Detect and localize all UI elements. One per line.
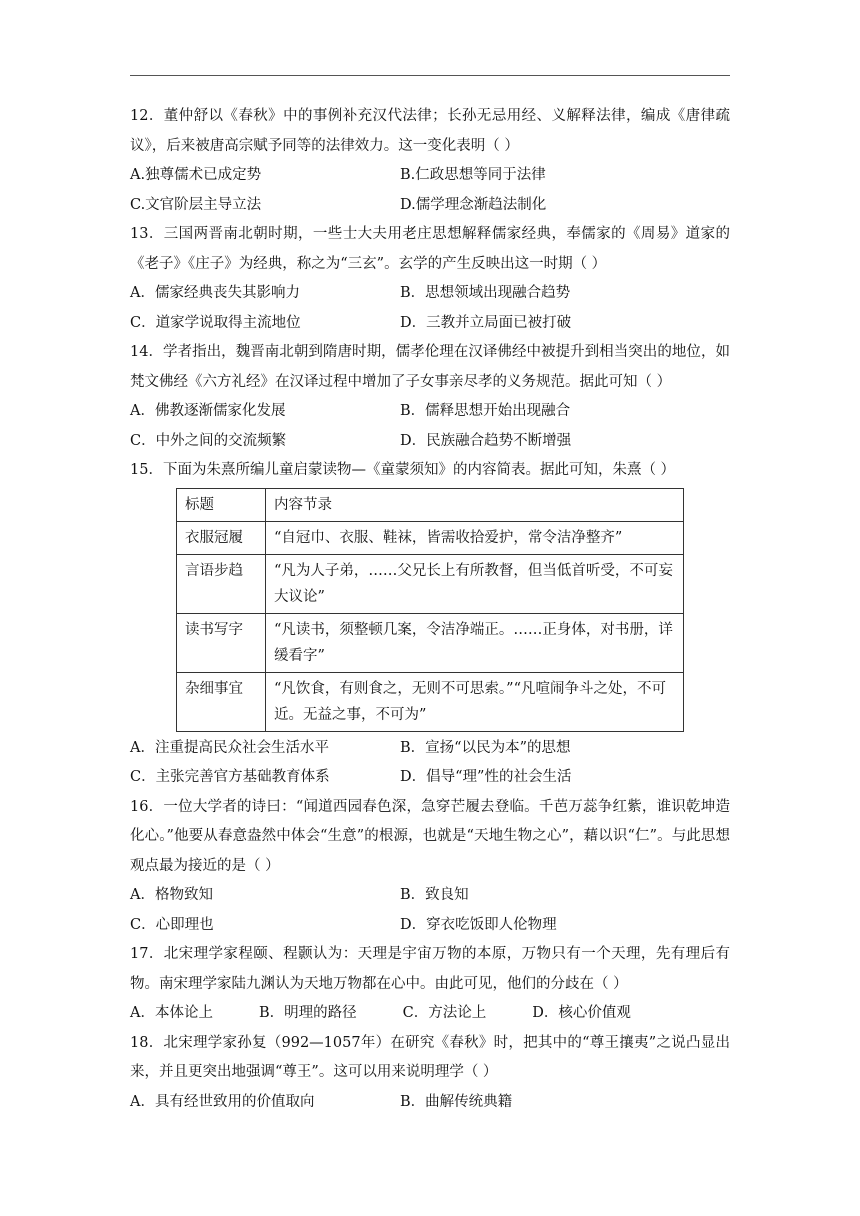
option-d[interactable]: D．民族融合趋势不断增强 — [400, 432, 572, 449]
option-c[interactable]: C．主张完善官方基础教育体系 — [130, 769, 330, 785]
option-c[interactable]: C．心即理也 — [130, 916, 214, 933]
question-stem: 17．北宋理学家程颐、程颢认为：天理是宇宙万物的本原，万物只有一个天理，先有理后有物。南宋理学家陆九渊认为天地万物都在心中。由此可见，他们的分歧在（ ） — [130, 946, 730, 992]
question-16 — [130, 793, 730, 941]
option-a[interactable]: A．佛教逐渐儒家化发展 — [130, 403, 286, 419]
option-c[interactable]: C．方法论上 — [402, 1005, 487, 1021]
table-row — [177, 554, 684, 613]
option-row — [130, 191, 730, 221]
question-15 — [130, 456, 730, 793]
table-cell-title: 衣服冠履 — [177, 521, 266, 554]
table-cell-title: 言语步趋 — [177, 554, 266, 613]
question-17 — [130, 940, 730, 1029]
option-b[interactable]: B．曲解传统典籍 — [400, 1093, 513, 1110]
option-row — [130, 279, 730, 309]
option-d[interactable]: D．核心价值观 — [532, 1005, 631, 1021]
table-cell-title: 读书写字 — [177, 613, 266, 672]
option-row — [130, 161, 730, 191]
option-a[interactable]: A.独尊儒术已成定势 — [130, 167, 262, 183]
option-row — [130, 309, 730, 339]
option-row — [130, 1088, 730, 1118]
option-row — [130, 734, 730, 764]
option-c[interactable]: C．道家学说取得主流地位 — [130, 314, 301, 331]
option-row — [130, 881, 730, 911]
option-row — [130, 427, 730, 457]
document-body — [130, 102, 730, 1117]
table-cell-content: “自冠巾、衣服、鞋袜，皆需收拾爱护，常令洁净整齐” — [266, 521, 684, 554]
option-row — [130, 763, 730, 793]
question-13 — [130, 220, 730, 338]
option-a[interactable]: A．具有经世致用的价值取向 — [130, 1093, 315, 1110]
option-b[interactable]: B．宣扬“以民为本”的思想 — [400, 739, 571, 756]
table-header-cell: 内容节录 — [266, 488, 684, 521]
question-stem: 15．下面为朱熹所编儿童启蒙读物—《童蒙须知》的内容简表。据此可知，朱熹（ ） — [130, 462, 676, 478]
table-cell-content: “凡为人子弟，……父兄长上有所教督，但当低首听受，不可妄大议论” — [266, 554, 684, 613]
option-c[interactable]: C．中外之间的交流频繁 — [130, 432, 287, 449]
option-a[interactable]: A．格物致知 — [130, 887, 213, 903]
option-b[interactable]: B．致良知 — [400, 887, 469, 903]
option-a[interactable]: A．本体论上 — [130, 1005, 213, 1021]
option-d[interactable]: D.儒学理念渐趋法制化 — [400, 196, 547, 213]
option-row — [130, 397, 730, 427]
option-b[interactable]: B．明理的路径 — [258, 1005, 357, 1021]
table-cell-title: 杂细事宜 — [177, 672, 266, 731]
table-header-row — [177, 488, 684, 521]
table-row — [177, 672, 684, 731]
header-rule — [130, 75, 730, 76]
question-12 — [130, 102, 730, 220]
question-stem: 18．北宋理学家孙复（992—1057年）在研究《春秋》时，把其中的“尊王攘夷”之说凸显出来，并且更突出地强调“尊王”。这可以用来说明理学（ ） — [130, 1034, 730, 1080]
table-cell-content: “凡饮食，有则食之，无则不可思索。”“凡喧闹争斗之处，不可近。无益之事，不可为” — [266, 672, 684, 731]
option-d[interactable]: D．三教并立局面已被打破 — [400, 314, 572, 331]
question-stem: 14．学者指出，魏晋南北朝到隋唐时期，儒孝伦理在汉译佛经中被提升到相当突出的地位，如梵文佛经《六方礼经》在汉译过程中增加了子女事亲尽孝的义务规范。据此可知（ ） — [130, 344, 730, 390]
option-a[interactable]: A．儒家经典丧失其影响力 — [130, 285, 300, 301]
option-b[interactable]: B．儒释思想开始出现融合 — [400, 403, 571, 419]
content-table — [176, 488, 684, 732]
question-stem: 16．一位大学者的诗曰：“闻道西园春色深，急穿芒履去登临。千芭万蕊争红紫，谁识乾坤造化心。”他要从春意盎然中体会“生意”的根源，也就是“天地生物之心”，藉以识“仁”。与此思想观点最为接近的是（ ） — [130, 798, 730, 874]
option-b[interactable]: B．思想领域出现融合趋势 — [400, 285, 571, 301]
table-header-cell: 标题 — [177, 488, 266, 521]
table-cell-content: “凡读书，须整顿几案，令洁净端正。……正身体，对书册，详缓看字” — [266, 613, 684, 672]
option-b[interactable]: B.仁政思想等同于法律 — [400, 167, 546, 183]
option-d[interactable]: D．穿衣吃饭即人伦物理 — [400, 916, 557, 933]
option-d[interactable]: D．倡导“理”性的社会生活 — [400, 769, 572, 785]
question-stem: 12．董仲舒以《春秋》中的事例补充汉代法律；长孙无忌用经、义解释法律，编成《唐律疏议》，后来被唐高宗赋予同等的法律效力。这一变化表明（ ） — [130, 108, 730, 154]
question-stem: 13．三国两晋南北朝时期，一些士大夫用老庄思想解释儒家经典，奉儒家的《周易》道家的《老子》《庄子》为经典，称之为“三玄”。玄学的产生反映出这一时期（ ） — [130, 226, 730, 272]
option-row — [130, 911, 730, 941]
option-c[interactable]: C.文官阶层主导立法 — [130, 196, 262, 213]
option-a[interactable]: A．注重提高民众社会生活水平 — [130, 739, 329, 756]
question-14 — [130, 338, 730, 456]
table-row — [177, 521, 684, 554]
question-18 — [130, 1029, 730, 1118]
table-row — [177, 613, 684, 672]
option-row — [130, 999, 730, 1029]
